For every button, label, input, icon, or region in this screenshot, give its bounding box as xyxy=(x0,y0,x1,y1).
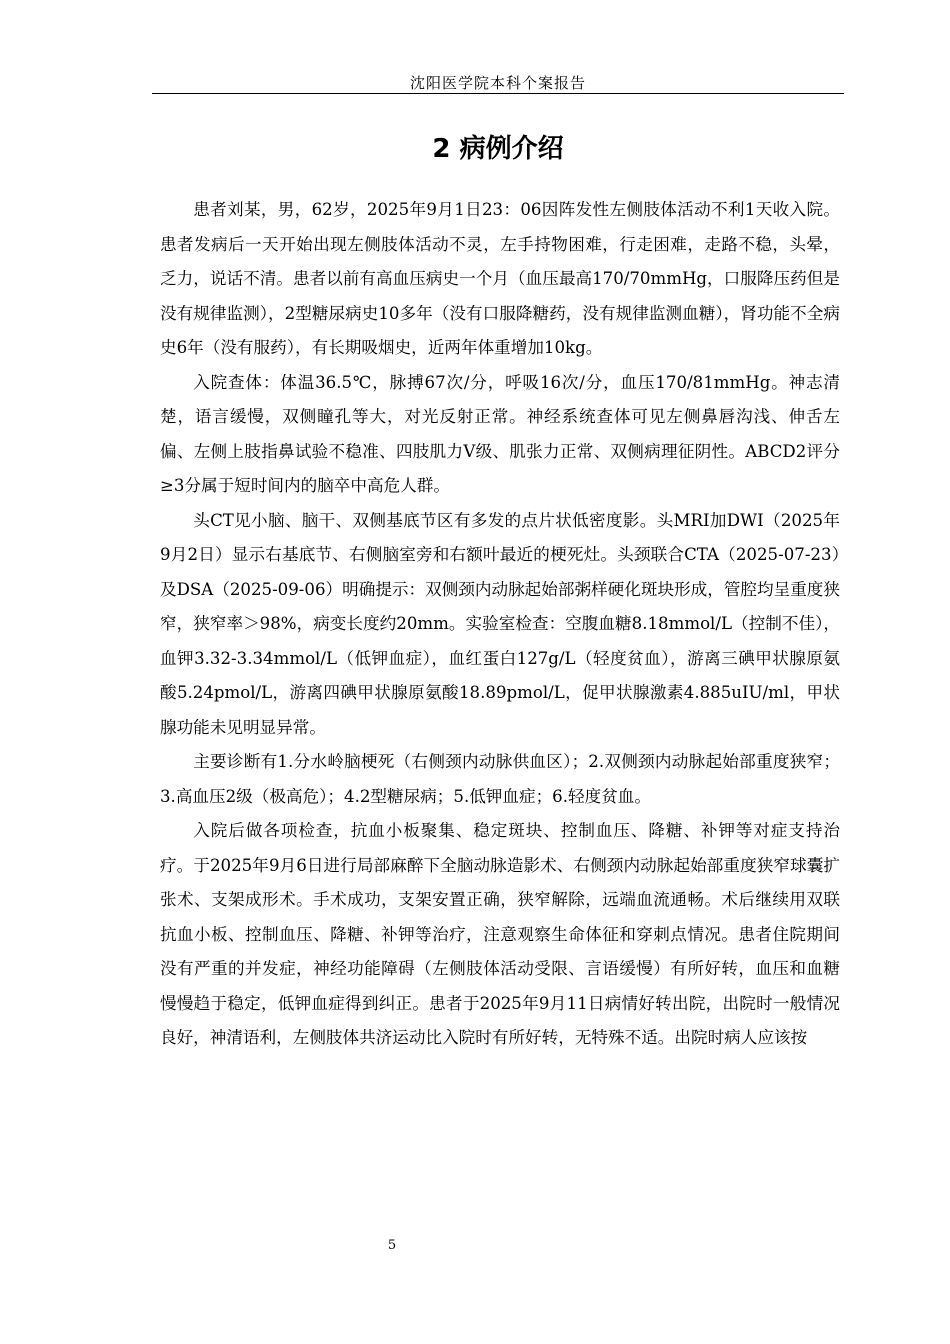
paragraph-imaging-lab: 头CT见小脑、脑干、双侧基底节区有多发的点片状低密度影。头MRI加DWI（2025年9月2日）显示右基底节、右侧脑室旁和右额叶最近的梗死灶。头颈联合CTA（2025-07-23）及DSA（2025-09-06）明确提示：双侧颈内动脉起始部粥样硬化斑块形成，管腔均呈重度狭窄，狭窄率＞98%，病变长度约20mm。实验室检查：空腹血糖8.18mmol/L（控制不佳），血钾3.32-3.34mmol/L（低钾血症），血红蛋白127g/L（轻度贫血），游离三碘甲状腺原氨酸5.24pmol/L，游离四碘甲状腺原氨酸18.89pmol/L，促甲状腺激素4.885uIU/ml，甲状腺功能未见明显异常。 xyxy=(160,510,840,737)
page-number: 5 xyxy=(387,1238,397,1253)
header-divider xyxy=(152,93,844,94)
body-text xyxy=(160,193,840,1056)
page-header: 沈阳医学院本科个案报告 xyxy=(409,74,586,92)
paragraph-treatment: 入院后做各项检查，抗血小板聚集、稳定斑块、控制血压、降糖、补钾等对症支持治疗。于2025年9月6日进行局部麻醉下全脑动脉造影术、右侧颈内动脉起始部重度狭窄球囊扩张术、支架成形术。手术成功，支架安置正确，狭窄解除，远端血流通畅。术后继续用双联抗血小板、控制血压、降糖、补钾等治疗，注意观察生命体征和穿刺点情况。患者住院期间没有严重的并发症，神经功能障碍（左侧肢体活动受限、言语缓慢）有所好转，血压和血糖慢慢趋于稳定，低钾血症得到纠正。患者于2025年9月11日病情好转出院，出院时一般情况良好，神清语利，左侧肢体共济运动比入院时有所好转，无特殊不适。出院时病人应该按 xyxy=(160,821,840,1047)
section-title: 2 病例介绍 xyxy=(432,134,564,164)
paragraph-physical-exam: 入院查体：体温36.5℃，脉搏67次/分，呼吸16次/分，血压170/81mmHg。神志清楚，语言缓慢，双侧瞳孔等大，对光反射正常。神经系统查体可见左侧鼻唇沟浅、伸舌左偏、左侧上肢指鼻试验不稳准、四肢肌力Ⅴ级、肌张力正常、双侧病理征阴性。ABCD2评分≥3分属于短时间内的脑卒中高危人群。 xyxy=(160,372,840,495)
paragraph-diagnosis: 主要诊断有1.分水岭脑梗死（右侧颈内动脉供血区）；2.双侧颈内动脉起始部重度狭窄；3.高血压2级（极高危）；4.2型糖尿病；5.低钾血症；6.轻度贫血。 xyxy=(160,752,840,806)
paragraph-case-history: 患者刘某，男，62岁，2025年9月1日23：06因阵发性左侧肢体活动不利1天收入院。患者发病后一天开始出现左侧肢体活动不灵，左手持物困难，行走困难，走路不稳，头晕，乏力，说话不清。患者以前有高血压病史一个月（血压最高170/70mmHg，口服降压药但是没有规律监测），2型糖尿病史10多年（没有口服降糖药，没有规律监测血糖），肾功能不全病史6年（没有服药），有长期吸烟史，近两年体重增加10kg。 xyxy=(160,200,840,357)
